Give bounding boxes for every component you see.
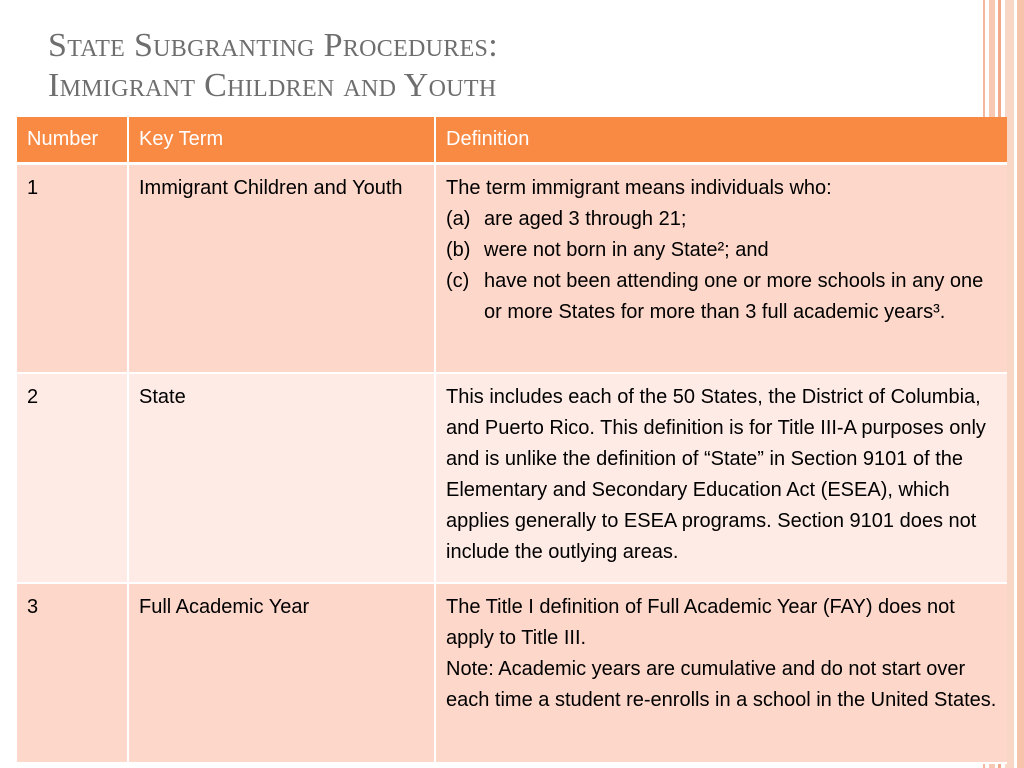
cell-number: 3 xyxy=(17,583,128,763)
list-item-text: were not born in any State²; and xyxy=(484,238,769,261)
table-row xyxy=(17,373,1007,583)
header-definition: Definition xyxy=(435,117,1007,163)
list-marker: (a) xyxy=(446,207,471,230)
header-key-term: Key Term xyxy=(128,117,435,163)
header-number: Number xyxy=(17,117,128,163)
table-row xyxy=(17,163,1007,373)
decorative-stripe xyxy=(1017,0,1024,768)
cell-definition xyxy=(435,163,1007,373)
cell-definition xyxy=(435,583,1007,763)
table-header-row xyxy=(17,117,1007,163)
list-item-text: are aged 3 through 21; xyxy=(484,207,687,230)
cell-number: 2 xyxy=(17,373,128,583)
list-item-text: have not been attending one or more schools in any one or more States for more than 3 full academic years³. xyxy=(484,269,984,323)
slide-title xyxy=(48,26,498,106)
cell-key-term: Immigrant Children and Youth xyxy=(128,163,435,373)
list-marker: (b) xyxy=(446,238,471,261)
list-item xyxy=(446,204,997,235)
definition-note: Note: Academic years are cumulative and do not start over each time a student re-enrolls in a school in the United States. xyxy=(446,658,997,711)
slide-title-line-1: State Subgranting Procedures: xyxy=(48,27,498,64)
cell-key-term: Full Academic Year xyxy=(128,583,435,763)
slide-title-line-2: Immigrant Children and Youth xyxy=(48,67,497,104)
cell-number: 1 xyxy=(17,163,128,373)
cell-definition: This includes each of the 50 States, the District of Columbia, and Puerto Rico. This definition is for Title III-A purposes only and is unlike the definition of “State” in Section 9101 of the Elementary and Secondary Education Act (ESEA), which applies generally to ESEA programs. Section 9101 does not include the outlying areas. xyxy=(435,373,1007,583)
table-row xyxy=(17,583,1007,763)
list-item xyxy=(446,235,997,266)
definition-list xyxy=(446,204,997,328)
definition-intro: The term immigrant means individuals who: xyxy=(446,176,832,199)
cell-key-term: State xyxy=(128,373,435,583)
list-marker: (c) xyxy=(446,269,470,292)
definition-text: The Title I definition of Full Academic Year (FAY) does not apply to Title III. xyxy=(446,596,955,649)
key-terms-table xyxy=(17,117,1007,764)
list-item xyxy=(446,266,997,328)
